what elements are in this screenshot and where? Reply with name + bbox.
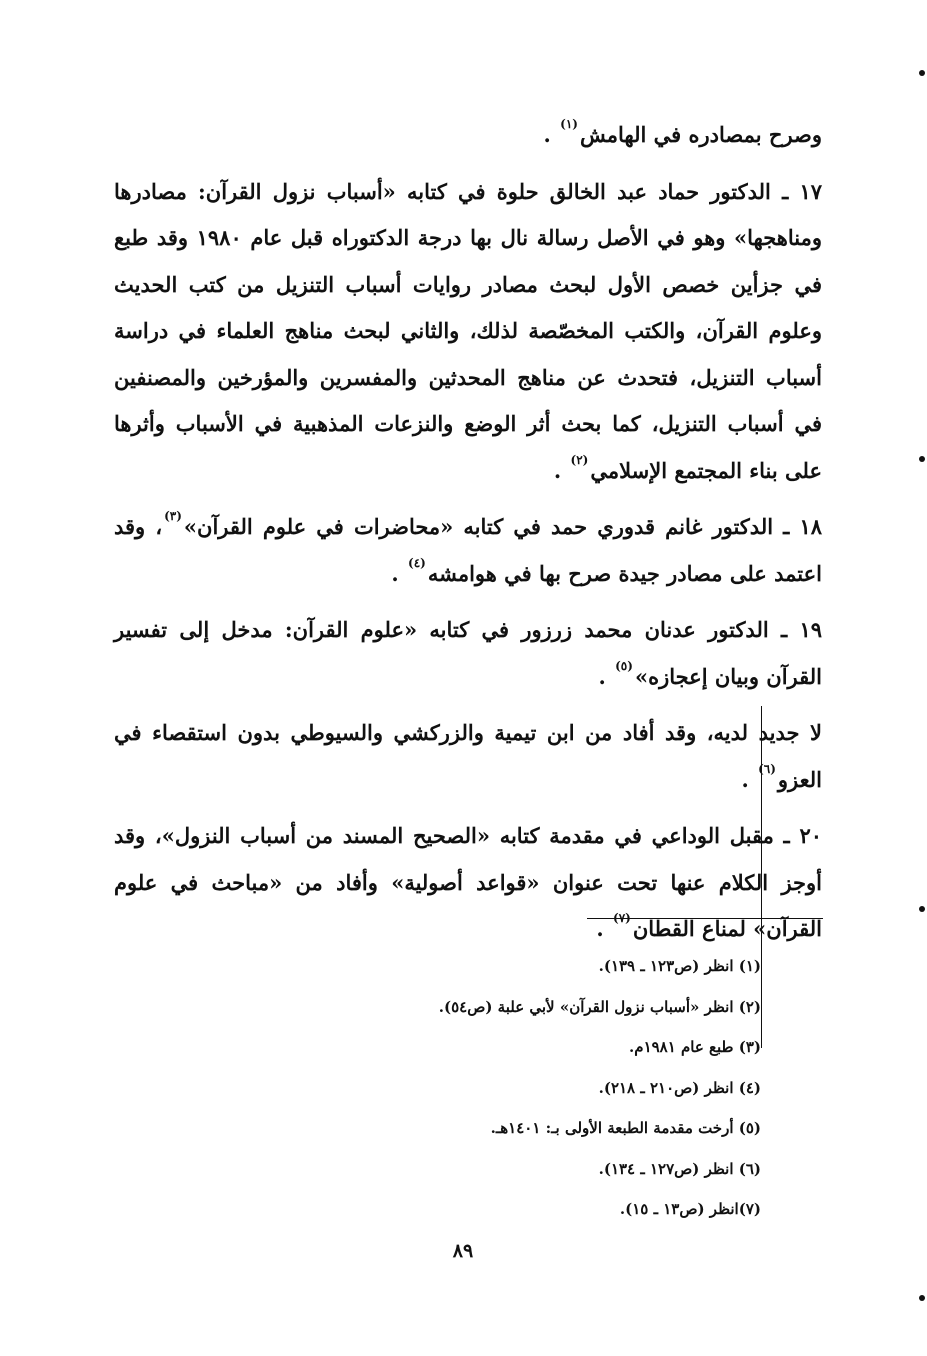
paragraph-end: .: [596, 916, 604, 941]
paragraph-1: [114, 112, 822, 159]
paragraph-20: [114, 813, 822, 953]
paragraph-comment: [114, 710, 822, 803]
paragraph-end: .: [543, 122, 551, 147]
footnote-marker: (١): [560, 117, 578, 131]
paragraph-end: .: [741, 766, 749, 792]
footnote-marker: (٤): [408, 555, 426, 570]
paragraph-text: وصرح بمصادره في الهامش: [579, 122, 822, 147]
footnote-marker: (٢): [570, 452, 589, 467]
paragraph-text: ١٩ ـ الدكتور عدنان محمد زرزور في كتابه «علوم القرآن: مدخل إلى تفسير القرآن وبيان إعجازه»: [114, 617, 822, 689]
footnote-divider: [587, 918, 823, 919]
footnote-marker: (٥): [615, 658, 633, 673]
paragraph-text: ١٧ ـ الدكتور حماد عبد الخالق حلوة في كتابه «أسباب نزول القرآن: مصادرها ومناهجها» وهو في الأصل رسالة نال بها درجة الدكتوراه قبل عام ١٩٨٠ وقد طبع في جزأين خصص الأول لبحث مصادر روايات أسباب التنزيل من كتب الحديث وعلوم القرآن، والكتب المخصّصة لذلك، والثاني لبحث مناهج العلماء في دراسة أسباب التنزيل، فتحدث عن مناهج المحدثين والمفسرين والمؤرخين والمصنفين في أسباب التنزيل، كما بحث أثر الوضع والنزعات المذهبية في الأسباب وأثرها على بناء المجتمع الإسلامي: [114, 178, 822, 483]
paragraph-end: .: [391, 560, 399, 586]
paragraph-18: [114, 504, 822, 597]
footnote-1: (١) انظر (ص١٢٣ ـ ١٣٩).: [598, 957, 761, 975]
paragraph-17: [114, 169, 822, 495]
margin-dot-icon: [919, 456, 925, 462]
margin-dot-icon: [919, 1295, 925, 1301]
footnote-marker: (٧): [613, 911, 631, 925]
footnote-3: (٣) طبع عام ١٩٨١م.: [629, 1038, 761, 1056]
paragraph-text: ١٨ ـ الدكتور غانم قدوري حمد في كتابه «محاضرات في علوم القرآن»: [183, 514, 822, 539]
main-text: [114, 112, 822, 963]
paragraph-19: [114, 607, 822, 700]
margin-dot-icon: [919, 906, 925, 912]
page-number: ٨٩: [452, 1240, 474, 1262]
footnotes: [201, 946, 761, 1230]
footnote-marker: (٣): [164, 509, 182, 523]
paragraph-text-continued: ، وقد اعتمد على مصادر جيدة صرح بها في هوامشه: [114, 514, 822, 586]
footnote-marker: (٦): [758, 761, 776, 776]
margin-dot-icon: [919, 70, 925, 76]
footnote-2: (٢) انظر «أسباب نزول القرآن» لأبي علبة (ص٥٤).: [438, 997, 761, 1016]
paragraph-text: لا جديد لديه، وقد أفاد من ابن تيمية والزركشي والسيوطي بدون استقصاء في العزو: [114, 720, 822, 792]
paragraph-end: .: [598, 663, 606, 689]
footnote-6: (٦) انظر (ص١٢٧ ـ ١٣٤).: [598, 1159, 761, 1178]
paragraph-end: .: [553, 457, 562, 483]
footnote-4: (٤) انظر (ص٢١٠ ـ ٢١٨).: [598, 1078, 761, 1097]
footnote-7: (٧)انظر (ص١٣ ـ ١٥).: [619, 1200, 761, 1218]
scan-artifact-line: [761, 706, 762, 1048]
paragraph-text: ٢٠ ـ مقبل الوداعي في مقدمة كتابه «الصحيح المسند من أسباب النزول»، وقد أوجز الكلام عنها تحت عنوان «قواعد أصولية» وأفاد من «مباحث في علوم القرآن» لمناع القطان: [114, 823, 822, 941]
footnote-5: (٥) أرخت مقدمة الطبعة الأولى بـ: ١٤٠١هـ.: [490, 1119, 761, 1137]
